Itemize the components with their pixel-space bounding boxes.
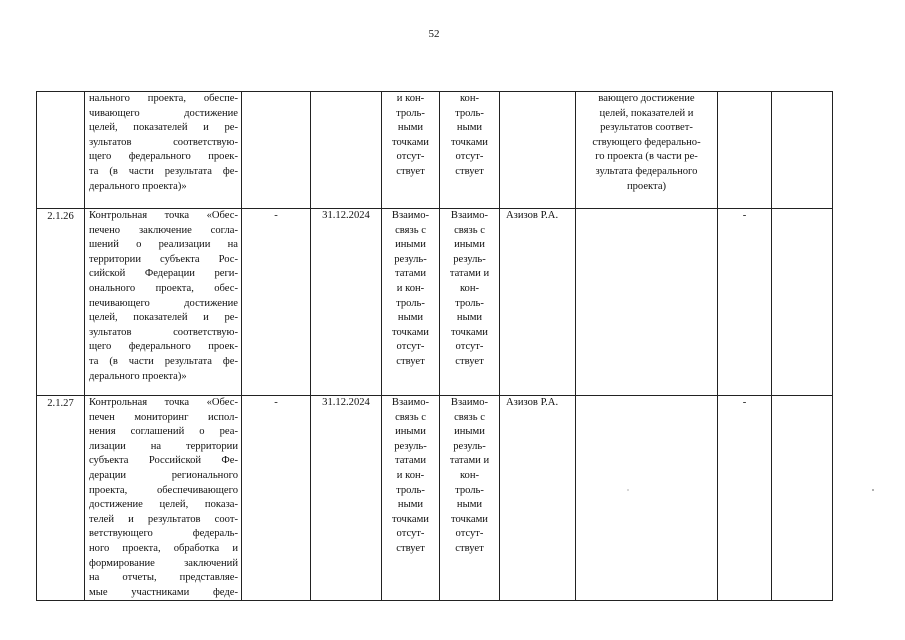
name-line: зультатов соответствую-	[89, 136, 238, 148]
previous-point: -	[242, 396, 311, 601]
previous-point: -	[242, 209, 311, 396]
name-line: зультатов соответствую-	[89, 326, 238, 338]
responsible-person	[500, 92, 576, 209]
control-point-name	[85, 396, 242, 601]
relation-line: точками	[392, 513, 429, 525]
table-row	[37, 396, 833, 601]
relation-line: иными	[395, 426, 426, 438]
relation-cell-b	[440, 209, 500, 396]
document-type	[576, 92, 718, 209]
relation-line: ными	[456, 499, 483, 511]
name-line: та (в части результата фе-	[89, 165, 238, 177]
relation-line: кон-	[459, 469, 480, 481]
relation-line: ствует	[455, 165, 484, 177]
relation-line: троль-	[455, 484, 484, 496]
relation-line: иными	[454, 426, 485, 438]
relation-line: ствует	[455, 542, 484, 554]
relation-line: отсут-	[396, 341, 425, 353]
relation-line: Взаимо-	[391, 210, 430, 221]
relation-line: ными	[397, 312, 424, 324]
scan-speck	[627, 489, 629, 491]
empty-cell	[772, 396, 833, 601]
responsible-person: Азизов Р.А.	[500, 209, 576, 396]
relation-line: и кон-	[396, 282, 425, 294]
name-line: ного проекта, обработка и	[89, 542, 238, 554]
table-body	[37, 92, 833, 601]
relation-line: троль-	[396, 297, 425, 309]
name-line: та (в части результата фе-	[89, 355, 238, 367]
name-line: телей и результатов соот-	[89, 513, 238, 525]
relation-cell-b	[440, 92, 500, 209]
control-point-name	[85, 92, 242, 209]
relation-cell-a	[382, 92, 440, 209]
info-system-cell	[718, 92, 772, 209]
relation-line: Взаимо-	[450, 397, 489, 408]
relation-line: ными	[397, 122, 424, 134]
name-line: целей, показателей и ре-	[89, 122, 238, 134]
name-line: мые участниками феде-	[89, 586, 238, 598]
relation-cell-a	[382, 209, 440, 396]
name-line: печивающего достижение	[89, 297, 238, 309]
name-line: Контрольная точка «Обес-	[89, 397, 238, 408]
name-line: целей, показателей и ре-	[89, 312, 238, 324]
document-line: го проекта (в части ре-	[595, 151, 698, 163]
name-line: субъекта Российской Фе-	[89, 455, 238, 467]
relation-line: связь с	[454, 411, 485, 423]
relation-line: троль-	[455, 297, 484, 309]
document-line: целей, показателей и	[599, 107, 694, 119]
relation-line: иными	[454, 239, 485, 251]
document-type	[576, 209, 718, 396]
deadline-date: 31.12.2024	[311, 209, 382, 396]
relation-line: отсут-	[455, 528, 484, 540]
relation-line: отсут-	[455, 341, 484, 353]
relation-line: татами и	[449, 268, 490, 280]
name-line: дерального проекта)»	[89, 180, 187, 192]
deadline-date	[311, 92, 382, 209]
relation-cell-b	[440, 396, 500, 601]
name-line: щего федерального проек-	[89, 341, 238, 353]
relation-line: татами	[394, 455, 427, 467]
name-line: печен мониторинг испол-	[89, 411, 238, 423]
relation-line: ствует	[396, 542, 425, 554]
relation-line: отсут-	[396, 151, 425, 163]
relation-line: точками	[392, 326, 429, 338]
relation-line: ными	[456, 122, 483, 134]
relation-line: резуль-	[394, 253, 427, 265]
relation-line: точками	[451, 513, 488, 525]
relation-line: ными	[397, 499, 424, 511]
name-line: лизации на территории	[89, 440, 238, 452]
name-line: достижение целей, показа-	[89, 499, 238, 511]
name-line: печено заключение согла-	[89, 224, 238, 236]
relation-line: точками	[392, 136, 429, 148]
empty-cell	[772, 209, 833, 396]
relation-line: кон-	[459, 93, 480, 104]
relation-line: троль-	[455, 107, 484, 119]
row-number: 2.1.26	[37, 209, 85, 396]
name-line: нения соглашений о реа-	[89, 426, 238, 438]
row-number: 2.1.27	[37, 396, 85, 601]
name-line: дерации регионального	[89, 469, 238, 481]
document-line: результатов соответ-	[600, 122, 693, 134]
empty-cell	[772, 92, 833, 209]
document-type	[576, 396, 718, 601]
info-system-cell: -	[718, 396, 772, 601]
row-number	[37, 92, 85, 209]
relation-line: связь с	[454, 224, 485, 236]
name-line: нального проекта, обеспе-	[89, 93, 238, 104]
relation-line: иными	[395, 239, 426, 251]
deadline-date: 31.12.2024	[311, 396, 382, 601]
relation-cell-a	[382, 396, 440, 601]
info-system-cell: -	[718, 209, 772, 396]
name-line: щего федерального проек-	[89, 151, 238, 163]
document-line: ствующего федерально-	[592, 136, 701, 148]
table-row	[37, 209, 833, 396]
relation-line: резуль-	[453, 253, 486, 265]
previous-point	[242, 92, 311, 209]
relation-line: татами	[394, 268, 427, 280]
name-line: сийской Федерации реги-	[89, 268, 238, 280]
table-row	[37, 92, 833, 209]
document-line: вающего достижение	[598, 93, 695, 104]
relation-line: резуль-	[453, 440, 486, 452]
relation-line: связь с	[395, 411, 426, 423]
relation-line: ствует	[396, 355, 425, 367]
name-line: чивающего достижение	[89, 107, 238, 119]
control-points-table	[36, 91, 833, 601]
responsible-person: Азизов Р.А.	[500, 396, 576, 601]
name-line: онального проекта, обес-	[89, 282, 238, 294]
document-line: проекта)	[626, 180, 667, 192]
name-line: ветствующего федераль-	[89, 528, 238, 540]
name-line: формирование заключений	[89, 557, 238, 569]
relation-line: и кон-	[396, 93, 425, 104]
relation-line: ствует	[455, 355, 484, 367]
relation-line: троль-	[396, 107, 425, 119]
relation-line: связь с	[395, 224, 426, 236]
relation-line: Взаимо-	[391, 397, 430, 408]
relation-line: отсут-	[396, 528, 425, 540]
name-line: территории субъекта Рос-	[89, 253, 238, 265]
name-line: проекта, обеспечивающего	[89, 484, 238, 496]
name-line: на отчеты, представляе-	[89, 572, 238, 584]
relation-line: троль-	[396, 484, 425, 496]
scan-speck	[872, 489, 874, 491]
control-point-name	[85, 209, 242, 396]
document-line: зультата федерального	[595, 165, 698, 177]
relation-line: отсут-	[455, 151, 484, 163]
relation-line: Взаимо-	[450, 210, 489, 221]
name-line: Контрольная точка «Обес-	[89, 210, 238, 221]
relation-line: и кон-	[396, 469, 425, 481]
name-line: дерального проекта)»	[89, 370, 187, 382]
name-line: шений о реализации на	[89, 239, 238, 251]
relation-line: кон-	[459, 282, 480, 294]
relation-line: ными	[456, 312, 483, 324]
relation-line: татами и	[449, 455, 490, 467]
page-number: 52	[428, 28, 440, 40]
relation-line: точками	[451, 136, 488, 148]
relation-line: точками	[451, 326, 488, 338]
relation-line: резуль-	[394, 440, 427, 452]
relation-line: ствует	[396, 165, 425, 177]
